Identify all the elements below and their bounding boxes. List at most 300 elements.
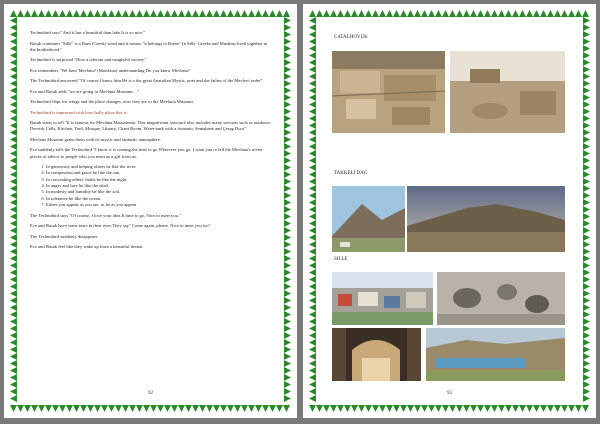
border-triangle (10, 178, 17, 185)
border-triangle (400, 405, 407, 412)
story-paragraph: Technobird is impressed with how holly place this is. (30, 109, 128, 115)
border-triangle (284, 374, 291, 381)
border-triangle (379, 405, 386, 412)
border-triangle (561, 10, 568, 17)
border-triangle (284, 381, 291, 388)
border-triangle (284, 94, 291, 101)
border-triangle (309, 150, 316, 157)
border-triangle (284, 101, 291, 108)
border-triangle (309, 38, 316, 45)
border-triangle (428, 405, 435, 412)
border-triangle (309, 115, 316, 122)
border-triangle (449, 405, 456, 412)
border-triangle (358, 10, 365, 17)
section-label-takkeli-dag: TAKKELI DAG (334, 171, 368, 176)
border-triangle (582, 405, 589, 412)
border-triangle (284, 45, 291, 52)
border-triangle (10, 52, 17, 59)
border-triangle (80, 405, 87, 412)
border-triangle (463, 405, 470, 412)
border-triangle (583, 332, 590, 339)
border-triangle (284, 213, 291, 220)
story-paragraph: Basak starts to tell "It is famous for Mevlana Mausoleum. This magnificent structure also includes many sections such as outdoors, Dervish Cells, Kitchen, Yard, Mosque, Library, Chant Room, Water-tank with a fountain, Semahane and Çerag Door" (30, 120, 272, 132)
border-triangle (284, 304, 291, 311)
border-triangle (255, 405, 262, 412)
advice-item: 7. Either you appear as you are, or be as you appear (46, 202, 273, 208)
border-triangle (262, 405, 269, 412)
border-triangle (582, 10, 589, 17)
border-triangle (309, 52, 316, 59)
border-triangle (505, 405, 512, 412)
border-triangle (309, 17, 316, 24)
mevlana-advice-list (30, 164, 273, 208)
border-triangle (284, 311, 291, 318)
border-triangle (10, 24, 17, 31)
border-triangle (10, 220, 17, 227)
border-triangle (435, 10, 442, 17)
border-triangle (284, 66, 291, 73)
border-triangle (284, 248, 291, 255)
border-triangle (533, 10, 540, 17)
border-triangle (526, 405, 533, 412)
border-triangle (316, 405, 323, 412)
border-triangle (10, 38, 17, 45)
border-triangle (309, 73, 316, 80)
border-triangle (309, 178, 316, 185)
border-triangle (491, 10, 498, 17)
border-triangle (456, 405, 463, 412)
border-triangle (10, 45, 17, 52)
border-triangle (583, 304, 590, 311)
border-triangle (505, 10, 512, 17)
border-triangle (309, 10, 316, 17)
border-triangle (10, 213, 17, 220)
border-triangle (309, 59, 316, 66)
catalhoyuk-photo-excavation (332, 51, 445, 133)
border-triangle (540, 10, 547, 17)
border-triangle (309, 31, 316, 38)
border-triangle (526, 10, 533, 17)
border-triangle (284, 80, 291, 87)
border-triangle (255, 10, 262, 17)
border-triangle (400, 10, 407, 17)
border-triangle (122, 405, 129, 412)
border-triangle (583, 360, 590, 367)
border-triangle (583, 269, 590, 276)
border-triangle (284, 115, 291, 122)
border-triangle (358, 405, 365, 412)
border-triangle (583, 24, 590, 31)
border-triangle (309, 136, 316, 143)
border-triangle (10, 248, 17, 255)
border-triangle (59, 10, 66, 17)
border-triangle (10, 10, 17, 17)
border-triangle (583, 367, 590, 374)
border-triangle (122, 10, 129, 17)
border-triangle (24, 405, 31, 412)
border-triangle (59, 405, 66, 412)
story-paragraph: Ece and Basak adds "we are going to Mevlana Museum…" (30, 88, 139, 94)
page-number-right: 93 (447, 391, 452, 396)
border-triangle (583, 101, 590, 108)
border-triangle (309, 395, 316, 402)
border-triangle (115, 10, 122, 17)
border-triangle (284, 24, 291, 31)
border-triangle (309, 171, 316, 178)
border-triangle (284, 171, 291, 178)
border-triangle (575, 10, 582, 17)
border-triangle (309, 206, 316, 213)
border-triangle (498, 405, 505, 412)
border-triangle (583, 206, 590, 213)
border-triangle (171, 10, 178, 17)
border-triangle (24, 10, 31, 17)
story-paragraph: Technobird is surprised "How a tolerant and insightful society" (30, 57, 146, 63)
border-triangle (150, 10, 157, 17)
border-triangle (269, 405, 276, 412)
border-triangle (583, 318, 590, 325)
border-triangle (143, 10, 150, 17)
border-triangle (512, 405, 519, 412)
border-triangle (276, 10, 283, 17)
border-triangle (284, 178, 291, 185)
border-triangle (309, 367, 316, 374)
border-triangle (284, 332, 291, 339)
story-paragraph: Technobird says" And it has a beautiful dam lake.It is so nice." (30, 30, 146, 35)
border-triangle (583, 262, 590, 269)
border-triangle (17, 10, 24, 17)
border-triangle (351, 405, 358, 412)
border-triangle (309, 318, 316, 325)
border-triangle (10, 234, 17, 241)
closing-paragraphs (30, 213, 273, 251)
border-triangle (309, 94, 316, 101)
border-triangle (185, 10, 192, 17)
border-triangle (94, 405, 101, 412)
border-triangle (284, 59, 291, 66)
story-paragraph: Mevlana Museum grabs them with its mystic and fantastic atmosphere. (30, 136, 161, 142)
takkeli-dag-photo-mountain (332, 186, 405, 252)
border-triangle (129, 405, 136, 412)
border-triangle (568, 10, 575, 17)
border-triangle (309, 405, 316, 412)
border-triangle (583, 94, 590, 101)
border-triangle (583, 129, 590, 136)
border-triangle (10, 59, 17, 66)
border-triangle (583, 87, 590, 94)
border-triangle (108, 405, 115, 412)
border-triangle (164, 10, 171, 17)
border-triangle (87, 10, 94, 17)
border-triangle (10, 374, 17, 381)
border-triangle (284, 199, 291, 206)
border-triangle (284, 206, 291, 213)
border-triangle (10, 339, 17, 346)
advice-item: 3. In concealing others' faults be like the night. (46, 177, 273, 183)
border-triangle (365, 10, 372, 17)
left-page (4, 4, 297, 418)
border-triangle (583, 255, 590, 262)
border-triangle (66, 405, 73, 412)
border-triangle (365, 405, 372, 412)
border-triangle (309, 283, 316, 290)
border-triangle (372, 405, 379, 412)
border-triangle (583, 311, 590, 318)
border-triangle (491, 405, 498, 412)
border-triangle (309, 101, 316, 108)
border-triangle (10, 353, 17, 360)
border-triangle (10, 171, 17, 178)
border-triangle (583, 395, 590, 402)
border-triangle (337, 405, 344, 412)
border-triangle (284, 255, 291, 262)
border-triangle (575, 405, 582, 412)
border-triangle (10, 17, 17, 24)
border-triangle (10, 129, 17, 136)
border-triangle (498, 10, 505, 17)
border-triangle (583, 157, 590, 164)
border-triangle (309, 157, 316, 164)
border-triangle (309, 45, 316, 52)
border-triangle (10, 325, 17, 332)
border-triangle (309, 353, 316, 360)
border-triangle (150, 405, 157, 412)
border-triangle (583, 122, 590, 129)
border-triangle (283, 10, 290, 17)
border-triangle (101, 405, 108, 412)
border-triangle (337, 10, 344, 17)
border-triangle (284, 241, 291, 248)
right-page (303, 4, 596, 418)
border-triangle (136, 405, 143, 412)
border-triangle (157, 10, 164, 17)
border-triangle (284, 143, 291, 150)
border-triangle (583, 297, 590, 304)
border-triangle (583, 192, 590, 199)
border-triangle (309, 220, 316, 227)
border-triangle (484, 10, 491, 17)
border-triangle (470, 10, 477, 17)
border-triangle (73, 10, 80, 17)
border-triangle (284, 73, 291, 80)
border-triangle (31, 10, 38, 17)
border-triangle (284, 87, 291, 94)
border-triangle (284, 31, 291, 38)
border-triangle (442, 405, 449, 412)
border-triangle (309, 199, 316, 206)
border-triangle (136, 10, 143, 17)
border-triangle (10, 276, 17, 283)
advice-item: 4. In anger and fury be like the dead. (46, 183, 273, 189)
border-triangle (164, 405, 171, 412)
border-triangle (407, 405, 414, 412)
border-triangle (10, 227, 17, 234)
border-triangle (10, 192, 17, 199)
border-triangle (583, 115, 590, 122)
border-triangle (540, 405, 547, 412)
border-triangle (583, 241, 590, 248)
border-triangle (309, 192, 316, 199)
border-triangle (284, 318, 291, 325)
border-triangle (10, 206, 17, 213)
border-triangle (213, 10, 220, 17)
border-triangle (248, 405, 255, 412)
takkeli-dag-photo-landscape (407, 186, 565, 252)
border-triangle (435, 405, 442, 412)
border-triangle (477, 405, 484, 412)
border-triangle (87, 405, 94, 412)
border-triangle (284, 192, 291, 199)
section-label-catalhoyuk: CATALHOYUK (334, 35, 368, 40)
border-triangle (421, 10, 428, 17)
border-triangle (108, 10, 115, 17)
border-triangle (45, 10, 52, 17)
border-triangle (234, 10, 241, 17)
border-triangle (519, 10, 526, 17)
border-triangle (583, 283, 590, 290)
border-triangle (284, 129, 291, 136)
border-triangle (284, 395, 291, 402)
story-paragraph: Technobird flaps his wings and the place changes, now they are in the Mevlana Museum. (30, 99, 194, 105)
border-triangle (276, 405, 283, 412)
border-triangle (269, 10, 276, 17)
border-triangle (185, 405, 192, 412)
border-triangle (583, 199, 590, 206)
border-triangle (484, 405, 491, 412)
border-triangle (284, 108, 291, 115)
border-triangle (421, 405, 428, 412)
closing-paragraph: Ece and Basak have some tears in their eyes.They say" Come again, please. Nice to meet you too" (30, 223, 211, 229)
catalhoyuk-photo-house-interior (450, 51, 565, 133)
border-triangle (157, 405, 164, 412)
border-triangle (309, 262, 316, 269)
border-triangle (393, 405, 400, 412)
border-triangle (309, 108, 316, 115)
border-triangle (583, 346, 590, 353)
border-triangle (583, 213, 590, 220)
border-triangle (284, 346, 291, 353)
border-triangle (10, 122, 17, 129)
border-triangle (309, 346, 316, 353)
border-triangle (220, 10, 227, 17)
page-number-left: 92 (148, 391, 153, 396)
border-triangle (115, 405, 122, 412)
border-triangle (10, 31, 17, 38)
border-triangle (583, 45, 590, 52)
border-triangle (284, 227, 291, 234)
border-triangle (206, 405, 213, 412)
border-triangle (309, 80, 316, 87)
border-triangle (10, 297, 17, 304)
border-triangle (31, 405, 38, 412)
border-triangle (554, 10, 561, 17)
sille-photo-village (332, 272, 433, 325)
border-triangle (10, 199, 17, 206)
story-paragraph: Ece suddenly tells the Technobird "I know it is coming the time to go Wherever you go, I want you to tell the Mevlana's seven pieces of advice to people who you meet as a gift from us. (30, 147, 263, 159)
border-triangle (10, 332, 17, 339)
border-triangle (309, 248, 316, 255)
border-triangle (583, 374, 590, 381)
border-triangle (583, 381, 590, 388)
border-triangle (583, 339, 590, 346)
border-triangle (568, 405, 575, 412)
border-triangle (512, 10, 519, 17)
border-triangle (10, 115, 17, 122)
border-triangle (583, 276, 590, 283)
border-triangle (10, 360, 17, 367)
border-triangle (10, 108, 17, 115)
border-triangle (284, 360, 291, 367)
border-triangle (10, 367, 17, 374)
border-triangle (206, 10, 213, 17)
border-triangle (284, 269, 291, 276)
border-triangle (284, 367, 291, 374)
border-triangle (309, 381, 316, 388)
border-triangle (262, 10, 269, 17)
advice-item: 6. In tolerance be like the ocean. (46, 196, 273, 202)
border-triangle (583, 353, 590, 360)
border-triangle (309, 122, 316, 129)
border-triangle (309, 143, 316, 150)
advice-item: 2. In compassion and grace be like the sun. (46, 170, 273, 176)
border-triangle (456, 10, 463, 17)
border-triangle (178, 405, 185, 412)
border-triangle (10, 346, 17, 353)
border-triangle (386, 10, 393, 17)
border-triangle (10, 136, 17, 143)
border-triangle (94, 10, 101, 17)
border-triangle (241, 405, 248, 412)
border-triangle (10, 405, 17, 412)
border-triangle (330, 10, 337, 17)
border-triangle (227, 405, 234, 412)
border-triangle (192, 405, 199, 412)
border-triangle (309, 255, 316, 262)
border-triangle (583, 227, 590, 234)
border-triangle (583, 31, 590, 38)
border-triangle (284, 353, 291, 360)
border-triangle (330, 405, 337, 412)
border-triangle (10, 73, 17, 80)
border-triangle (284, 276, 291, 283)
closing-paragraph: The Technobird says "Of course, I love your idea.It time to go, Nice to meet you." (30, 212, 181, 218)
border-triangle (344, 10, 351, 17)
border-triangle (309, 185, 316, 192)
border-triangle (248, 10, 255, 17)
border-triangle (178, 10, 185, 17)
border-triangle (583, 248, 590, 255)
border-triangle (583, 185, 590, 192)
border-triangle (379, 10, 386, 17)
border-triangle (583, 171, 590, 178)
border-triangle (284, 325, 291, 332)
border-triangle (192, 10, 199, 17)
border-triangle (199, 405, 206, 412)
border-triangle (414, 405, 421, 412)
border-triangle (309, 24, 316, 31)
border-triangle (309, 374, 316, 381)
border-triangle (10, 241, 17, 248)
border-triangle (309, 297, 316, 304)
border-triangle (583, 52, 590, 59)
border-triangle (309, 311, 316, 318)
border-triangle (10, 304, 17, 311)
border-triangle (463, 10, 470, 17)
border-triangle (129, 10, 136, 17)
border-triangle (10, 269, 17, 276)
border-triangle (284, 290, 291, 297)
border-triangle (52, 10, 59, 17)
